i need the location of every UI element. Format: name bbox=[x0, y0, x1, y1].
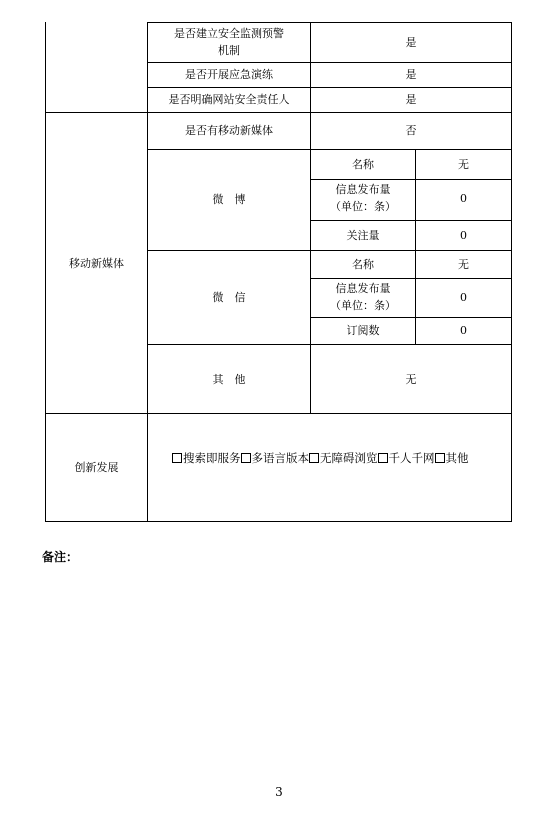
label-line: （单位：条） bbox=[330, 299, 396, 312]
weixin-name-value: 无 bbox=[458, 258, 469, 271]
table-line bbox=[148, 149, 512, 150]
weibo-posts-label bbox=[311, 181, 415, 215]
value-other-media: 无 bbox=[405, 373, 417, 386]
label-security-responsible: 是否明确网站安全责任人 bbox=[168, 93, 290, 106]
table-line bbox=[511, 22, 512, 522]
option-label: 搜索即服务 bbox=[183, 451, 241, 465]
table-line bbox=[415, 149, 416, 344]
option-label: 无障碍浏览 bbox=[320, 451, 378, 465]
weixin-posts-value: 0 bbox=[460, 291, 467, 304]
label-line: 信息发布量 bbox=[335, 183, 391, 196]
checkbox-multilingual[interactable] bbox=[241, 453, 251, 463]
section-mobile-media: 移动新媒体 bbox=[69, 257, 124, 270]
value-monitoring-warning: 是 bbox=[405, 36, 417, 49]
label-monitoring-warning bbox=[148, 25, 310, 59]
weibo-name-label: 名称 bbox=[352, 158, 374, 171]
table-line bbox=[148, 87, 512, 88]
weixin-sub-value: 0 bbox=[460, 324, 467, 337]
innovation-options bbox=[148, 450, 511, 467]
table-line bbox=[311, 278, 512, 279]
weixin-sub-label: 订阅数 bbox=[346, 324, 380, 337]
checkbox-accessibility[interactable] bbox=[309, 453, 319, 463]
label-weibo: 微 博 bbox=[212, 193, 246, 206]
label-weixin: 微 信 bbox=[212, 291, 246, 304]
label-line: 机制 bbox=[218, 44, 240, 57]
value-security-responsible: 是 bbox=[405, 93, 417, 106]
weibo-follow-label: 关注量 bbox=[346, 229, 380, 242]
table-line bbox=[45, 112, 512, 113]
label-line: 信息发布量 bbox=[335, 282, 391, 295]
label-line: （单位：条） bbox=[330, 200, 396, 213]
weibo-posts-value: 0 bbox=[460, 192, 467, 205]
checkbox-personalized[interactable] bbox=[378, 453, 388, 463]
table-line bbox=[311, 179, 512, 180]
value-emergency-drill: 是 bbox=[405, 68, 417, 81]
label-line: 是否建立安全监测预警 bbox=[174, 27, 284, 40]
checkbox-other[interactable] bbox=[435, 453, 445, 463]
value-has-mobile-media: 否 bbox=[405, 124, 417, 137]
weixin-name-label: 名称 bbox=[352, 258, 374, 271]
label-has-mobile-media: 是否有移动新媒体 bbox=[185, 124, 273, 137]
label-other-media: 其 他 bbox=[212, 373, 246, 386]
weibo-name-value: 无 bbox=[458, 158, 469, 171]
table-line bbox=[148, 22, 512, 23]
option-label: 千人千网 bbox=[388, 451, 435, 465]
table-line bbox=[311, 220, 512, 221]
weixin-posts-label bbox=[311, 280, 415, 314]
label-emergency-drill: 是否开展应急演练 bbox=[185, 68, 273, 81]
table-line bbox=[148, 344, 512, 345]
section-innovation: 创新发展 bbox=[74, 461, 119, 474]
table-line bbox=[45, 22, 46, 522]
option-label: 其他 bbox=[445, 451, 469, 465]
table-line bbox=[45, 413, 512, 414]
remark-label: 备注： bbox=[42, 550, 79, 564]
table-line bbox=[311, 317, 512, 318]
page-number: 3 bbox=[275, 785, 283, 799]
table-line bbox=[45, 521, 512, 522]
checkbox-search-service[interactable] bbox=[172, 453, 182, 463]
table-line bbox=[148, 250, 512, 251]
table-line bbox=[148, 62, 512, 63]
option-label: 多语言版本 bbox=[251, 451, 309, 465]
weibo-follow-value: 0 bbox=[460, 229, 467, 242]
